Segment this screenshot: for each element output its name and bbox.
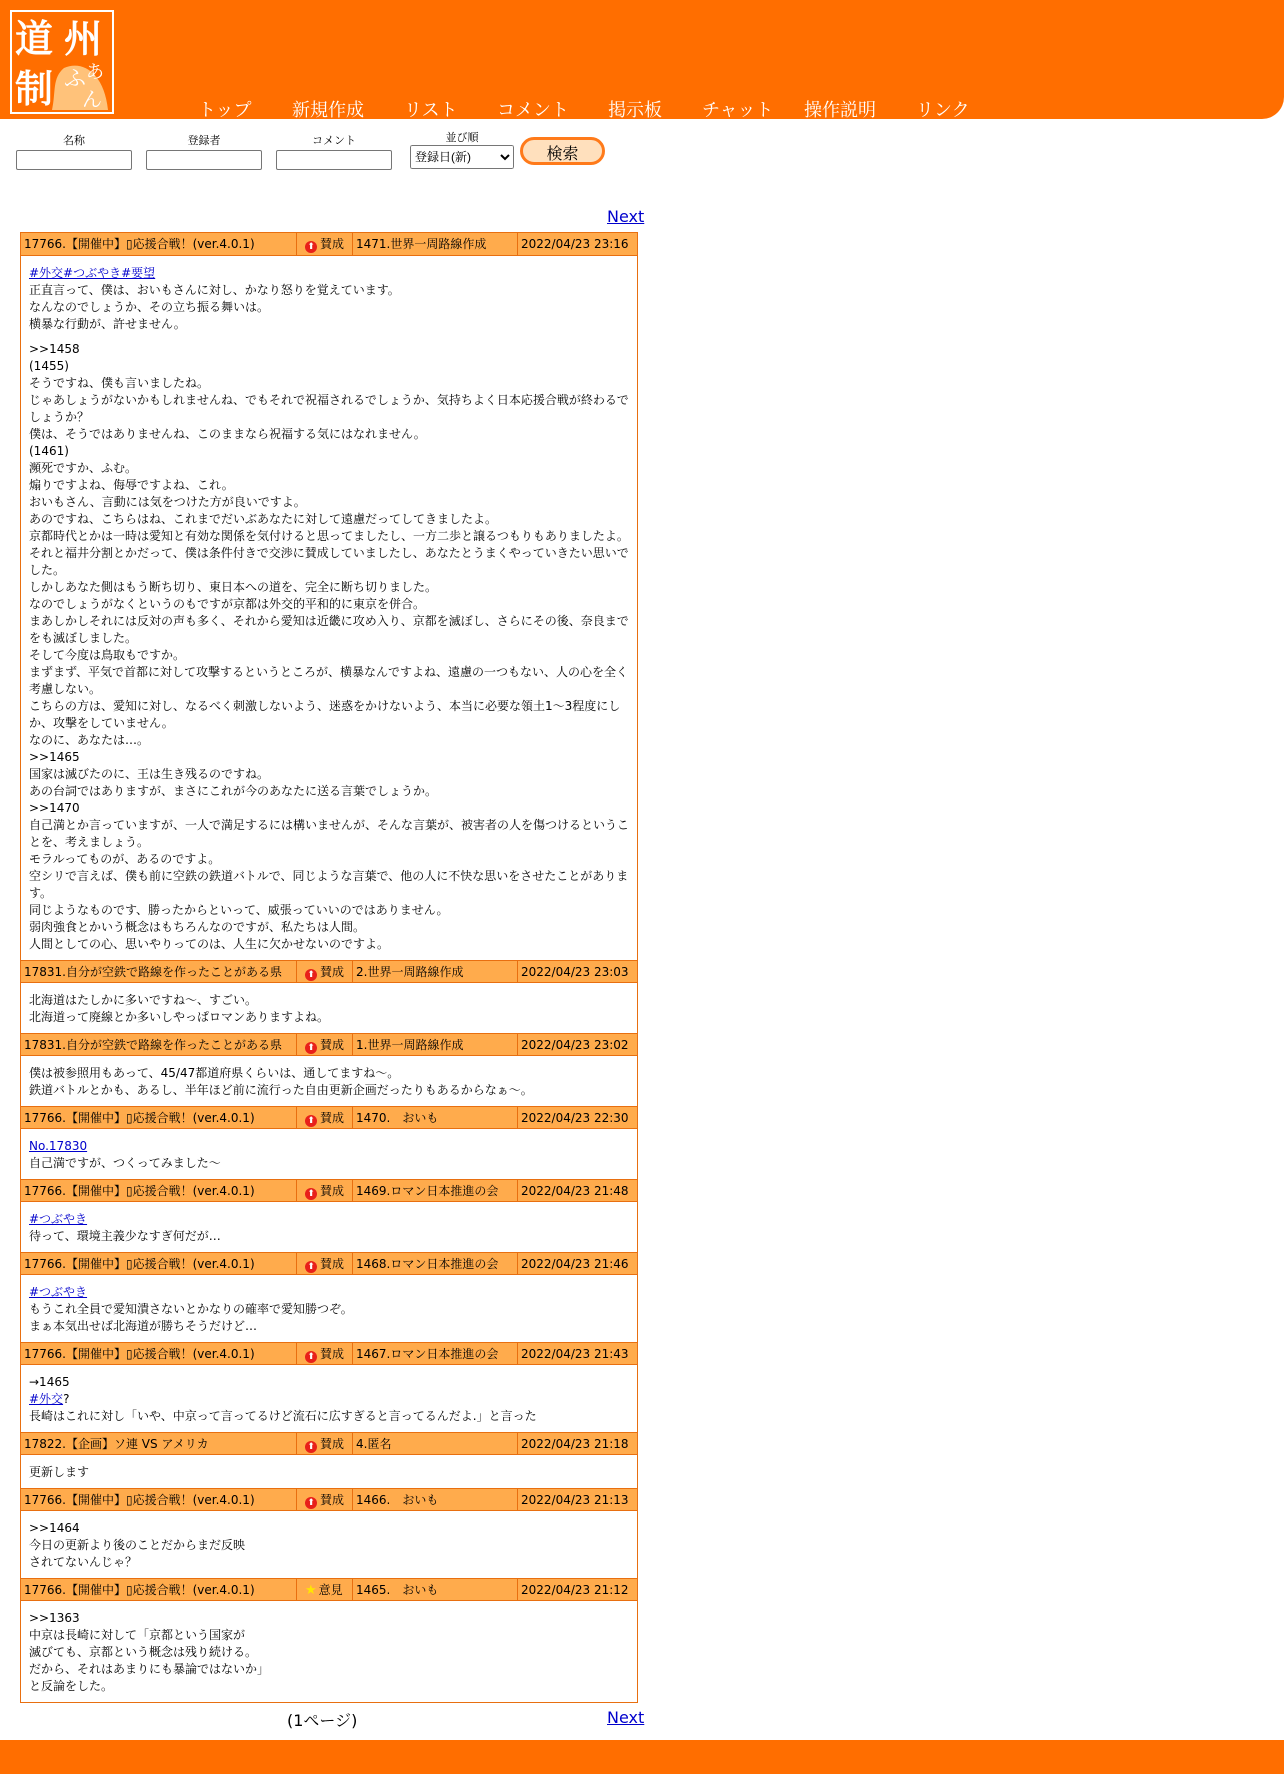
post-header [21,1488,637,1510]
next-page-link-bottom[interactable]: Next [607,1708,645,1727]
post-line: 今日の更新より後のことだからまだ反映 [29,1538,246,1552]
post-body [21,1454,637,1488]
nav-link-3[interactable]: コメント [497,100,569,121]
nav-link-1[interactable]: 新規作成 [292,100,364,121]
post-vote-label: 賛成 [320,1493,345,1507]
post-date: 2022/04/23 23:16 [521,237,629,251]
post-header [21,1578,637,1600]
post-body [21,1274,637,1342]
search-user-label: 登録者 [187,134,221,147]
post-header [21,1342,637,1364]
post-line: あの台詞ではありますが、まさにこれが今のあなたに送る言葉でしょうか。 [29,784,438,798]
post-link[interactable]: #外交 [29,1392,64,1406]
post-vote-label: 賛成 [320,1111,345,1125]
post-thread-title[interactable]: 17831.自分が空鉄で路線を作ったことがある県 [21,961,297,983]
post-vote [297,1343,353,1365]
post-body [21,1364,637,1432]
post-line: 僕は被参照用もあって、45/47都道府県くらいは、通してますね〜。 [29,1066,400,1080]
up-arrow-icon: ⬆ [305,1042,317,1054]
post-date: 2022/04/23 21:48 [521,1184,629,1198]
logo-char: 道 [15,17,54,61]
site-logo[interactable] [10,10,114,114]
search-sort-field-group [410,131,514,169]
post-line-suffix: ? [63,1392,70,1406]
post-vote-label: 意見 [318,1583,343,1597]
post-line: (1461) [29,444,69,458]
search-name-label: 名称 [63,134,85,147]
post-line: >>1470 [29,801,80,815]
logo-graphic [12,12,112,112]
post-line: 僕は、そうではありませんね、このままなら祝福する気にはなれません。 [29,427,426,441]
logo-char: あ [86,62,104,83]
post-author: 1466. おいも [353,1489,518,1511]
post-line: (1455) [29,359,69,373]
up-arrow-icon: ⬆ [305,1441,317,1453]
post-date: 2022/04/23 21:43 [521,1347,629,1361]
post-line: そして今度は鳥取もですか。 [29,648,186,662]
post-thread-title[interactable]: 17766.【開催中】▯応援合戦！(ver.4.0.1) [21,1253,297,1275]
post-line: じゃあしょうがないかもしれませんね、でもそれで祝福されるでしょうか、気持ちよく日本応援合戦が終わるでしょうか？ [29,393,629,424]
logo-char: ふ [64,67,87,92]
post-header [21,1033,637,1055]
post-line: あのですね、こちらはね、これまでだいぶあなたに対して遠慮だってしてきましたよ。 [29,512,498,526]
post-vote-label: 賛成 [320,1184,345,1198]
post-header [21,1252,637,1274]
post-author: 4.匿名 [353,1433,518,1455]
post-body [21,1600,637,1702]
nav-link-0[interactable]: トップ [198,100,252,121]
search-name-input[interactable] [16,150,132,170]
post-line: 正直言って、僕は、おいもさんに対し、かなり怒りを覚えています。 [29,283,400,297]
post-vote-label: 賛成 [320,1257,345,1271]
post-author: 1471.世界一周路線作成 [353,233,518,255]
post-line [29,1391,629,1408]
post-thread-title[interactable]: 17766.【開催中】▯応援合戦！(ver.4.0.1) [21,1343,297,1365]
post-line: →1465 [29,1375,70,1389]
post-body [21,1055,637,1106]
post-header [21,960,637,982]
post-line: なのでしょうがなくというのもですが京都は外交的平和的に東京を併合。 [29,597,426,611]
nav-link-5[interactable]: チャット [702,100,774,121]
post-line: おいもさん、言動には気をつけた方が良いですよ。 [29,495,306,509]
post-header [21,233,637,255]
nav-link-6[interactable]: 操作説明 [804,100,876,121]
post-thread-title[interactable]: 17766.【開催中】▯応援合戦！(ver.4.0.1) [21,1489,297,1511]
post-line: と反論をした。 [29,1679,114,1693]
post-vote-label: 賛成 [320,1038,345,1052]
post-line: まずまず、平気で首都に対して攻撃するというところが、横暴なんですよね、遠慮の一つもない、人の心を全く考慮しない。 [29,665,629,696]
post-vote [297,233,353,255]
post-line: >>1464 [29,1521,80,1535]
page-indicator: (1ページ) [287,1711,358,1730]
post-line: まぁ本気出せば北海道が勝ちそうだけど… [29,1319,258,1333]
post-line: 滅びても、京都という概念は残り続ける。 [29,1645,258,1659]
logo-char: ん [82,87,102,111]
logo-char: 制 [15,67,54,111]
post-line: こちらの方は、愛知に対し、なるべく刺激しないよう、迷惑をかけないよう、本当に必要な領土1〜3程度にしか、攻撃をしていません。 [29,699,621,730]
post-date: 2022/04/23 21:18 [521,1437,629,1451]
up-arrow-icon: ⬆ [305,1261,317,1273]
post-body [21,1510,637,1578]
post-body [21,982,637,1033]
post-line: 長崎はこれに対し「いや、中京って言ってるけど流石に広すぎると言ってるんだよ.」と言った [29,1409,537,1423]
post-date: 2022/04/23 21:46 [521,1257,629,1271]
post-header [21,1106,637,1128]
post-line: されてないんじゃ？ [29,1555,138,1569]
search-comment-input[interactable] [276,150,392,170]
post-vote-label: 賛成 [320,965,345,979]
up-arrow-icon: ⬆ [305,969,317,981]
post-line: なんなのでしょうか、その立ち振る舞いは。 [29,300,270,314]
post-line: だから、それはあまりにも暴論ではないか」 [29,1662,270,1676]
post-date: 2022/04/23 23:02 [521,1038,629,1052]
post-line: もうこれ全員で愛知潰さないとかなりの確率で愛知勝つぞ。 [29,1302,353,1316]
post-line: 空シリで言えば、僕も前に空鉄の鉄道バトルで、同じような言葉で、他の人に不快な思いをさせたことがあります。 [29,869,629,900]
post-vote [297,1107,353,1129]
post-line: 自己満とか言っていますが、一人で満足するには構いませんが、そんな言葉が、被害者の人を傷つけるということを、考えましょう。 [29,818,630,849]
comment-list [20,232,638,1703]
post-author: 1.世界一周路線作成 [353,1034,518,1056]
post-line: 人間としての心、思いやりってのは、人生に欠かせないのですよ。 [29,937,390,951]
up-arrow-icon: ⬆ [305,1351,317,1363]
search-comment-field-group [276,134,392,170]
post-header [21,1179,637,1201]
up-arrow-icon: ⬆ [305,1115,317,1127]
post-line: >>1458 [29,342,80,356]
post-vote [297,1433,353,1455]
post-date: 2022/04/23 23:03 [521,965,629,979]
post-vote [297,1579,353,1601]
star-icon: ★ [305,1583,317,1598]
post-vote [297,1253,353,1275]
logo-char: 州 [64,17,103,61]
search-user-input[interactable] [146,150,262,170]
post-vote [297,961,353,983]
post-vote-label: 賛成 [320,237,345,251]
post-line: 自己満ですが、つくってみました〜 [29,1156,221,1170]
post-line [29,1211,629,1228]
post-line: 国家は滅びたのに、王は生き残るのですね。 [29,767,270,781]
post-line: 同じようなものです、勝ったからといって、威張っていいのではありません。 [29,903,449,917]
post-thread-title[interactable]: 17766.【開催中】▯応援合戦！(ver.4.0.1) [21,1107,297,1129]
up-arrow-icon: ⬆ [305,241,317,253]
post-date: 2022/04/23 22:30 [521,1111,629,1125]
post-thread-title[interactable]: 17766.【開催中】▯応援合戦！(ver.4.0.1) [21,1579,297,1601]
post-vote-label: 賛成 [320,1437,345,1451]
post-date: 2022/04/23 21:13 [521,1493,629,1507]
post-line: 北海道はたしかに多いですね〜、すごい。 [29,993,258,1007]
post-line: >>1363 [29,1611,80,1625]
post-vote-label: 賛成 [320,1347,345,1361]
post-date: 2022/04/23 21:12 [521,1583,629,1597]
post-thread-title[interactable]: 17831.自分が空鉄で路線を作ったことがある県 [21,1034,297,1056]
search-comment-label: コメント [312,134,356,147]
post-author: 1468.ロマン日本推進の会 [353,1253,518,1275]
post-line: それと福井分割とかだって、僕は条件付きで交渉に賛成していましたし、あなたとうまくやっていきたい思いでした。 [29,546,629,577]
post-line: まあしかしそれには反対の声も多く、それから愛知は近畿に攻め入り、京都を滅ぼし、さらにその後、奈良までをも滅ぼしました。 [29,614,629,645]
post-header [21,1432,637,1454]
next-page-link-top[interactable]: Next [607,207,645,226]
post-line: なのに、あなたは…。 [29,733,150,747]
nav-link-4[interactable]: 掲示板 [608,100,662,121]
post-line-gap [29,333,629,341]
post-author: 1469.ロマン日本推進の会 [353,1180,518,1202]
up-arrow-icon: ⬆ [305,1188,317,1200]
post-line: しかしあなた側はもう断ち切り、東日本への道を、完全に断ち切りました。 [29,580,438,594]
post-line: >>1465 [29,750,80,764]
post-vote [297,1489,353,1511]
post-vote [297,1180,353,1202]
site-header [0,0,1284,119]
post-line: モラルってものが、あるのですよ。 [29,852,221,866]
post-link[interactable]: No.17830 [29,1139,88,1153]
site-footer [0,1740,1284,1774]
post-line: 待って、環境主義少なすぎ何だが… [29,1229,221,1243]
nav-link-7[interactable]: リンク [916,100,970,121]
post-line: 更新します [29,1465,90,1479]
post-line: 煽りですよね、侮辱ですよね、これ。 [29,478,234,492]
search-button[interactable]: 検索 [520,137,605,165]
post-line: 横暴な行動が、許せません。 [29,317,186,331]
post-body [21,255,637,960]
post-body [21,1128,637,1179]
search-user-field-group [146,134,262,170]
post-link[interactable]: #つぶやき [29,1212,88,1226]
post-author: 1465. おいも [353,1579,518,1601]
post-line: 北海道って廃線とか多いしやっぱロマンありますよね。 [29,1010,330,1024]
post-line: 瀕死ですか、ふむ。 [29,461,138,475]
post-link[interactable]: #つぶやき [29,1285,88,1299]
search-name-field-group [16,134,132,170]
search-sort-label: 並び順 [445,131,479,144]
post-thread-title[interactable]: 17766.【開催中】▯応援合戦！(ver.4.0.1) [21,1180,297,1202]
post-line: 京都時代とかは一時は愛知と有効な関係を気付けると思ってましたし、一方二歩と譲るつもりもありましたよ。 [29,529,629,543]
up-arrow-icon: ⬆ [305,1497,317,1509]
post-body [21,1201,637,1252]
post-line: そうですね、僕も言いましたね。 [29,376,210,390]
post-line: 弱肉強食とかいう概念はもちろんなのですが、私たちは人間。 [29,920,366,934]
post-link[interactable]: #外交#つぶやき#要望 [29,266,156,280]
post-line: 鉄道バトルとかも、あるし、半年ほど前に流行った自由更新企画だったりもあるからなぁ〜。 [29,1083,533,1097]
post-line [29,265,629,282]
post-line [29,1138,629,1155]
nav-link-2[interactable]: リスト [404,100,458,121]
post-thread-title[interactable]: 17822.【企画】ソ連 VS アメリカ [21,1433,297,1455]
post-thread-title[interactable]: 17766.【開催中】▯応援合戦！(ver.4.0.1) [21,233,297,255]
post-line: 中京は長崎に対して「京都という国家が [29,1628,246,1642]
post-line [29,1284,629,1301]
post-author: 1467.ロマン日本推進の会 [353,1343,518,1365]
post-vote [297,1034,353,1056]
sort-select[interactable] [410,145,514,169]
post-author: 2.世界一周路線作成 [353,961,518,983]
post-author: 1470. おいも [353,1107,518,1129]
